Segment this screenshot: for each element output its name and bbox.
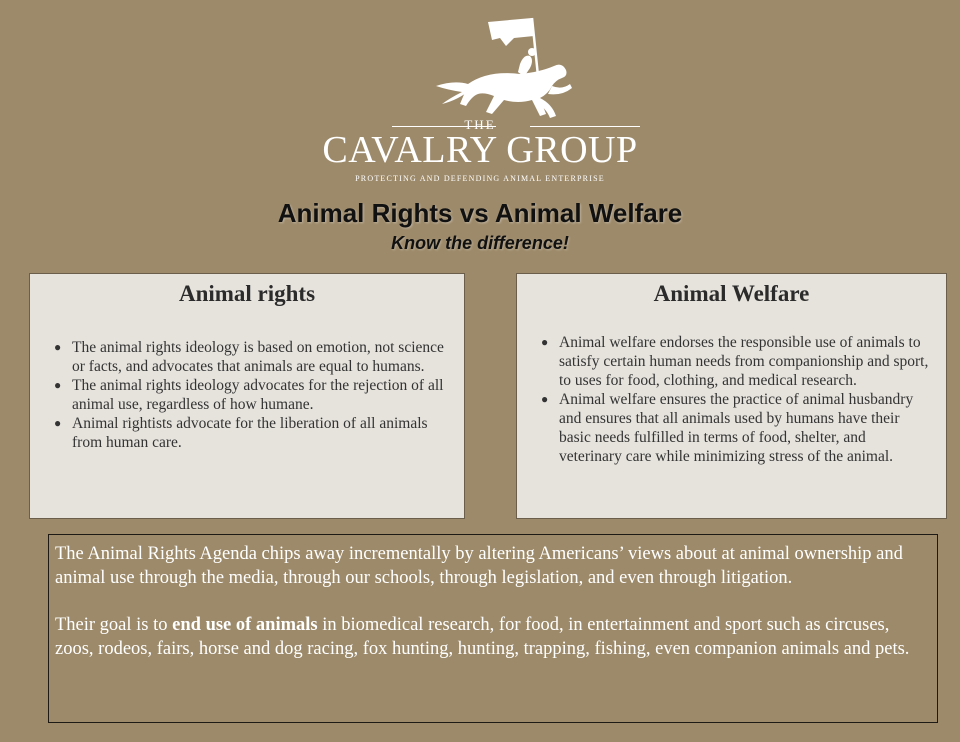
animal-rights-title: Animal rights [178,281,316,306]
agenda-paragraph-1: The Animal Rights Agenda chips away incrementally by altering Americans’ views about at animal ownership and animal use through the media, through our schools, through legislation, and even through litigation. [55,544,903,588]
agenda-box [48,534,938,723]
logo-the: THE [464,117,496,132]
list-item [54,414,450,452]
agenda-paragraph-2-emphasis: end use of animals [172,615,318,635]
animal-welfare-title: Animal Welfare [653,281,810,306]
bullet-icon: ● [54,340,62,354]
list-item [541,390,932,466]
logo-name: CAVALRY GROUP [322,129,638,171]
list-item [54,376,450,414]
page-subtitle: Know the difference! [391,233,569,253]
list-item-text: The animal rights ideology advocates for the rejection of all animal use, regardless of how humane. [72,377,444,413]
list-item-text: Animal welfare endorses the responsible use of animals to satisfy certain human needs from companionship and sport, to uses for food, clothing, and medical research. [559,334,929,389]
animal-rights-list [30,307,464,452]
bullet-icon: ● [541,335,549,349]
bullet-icon: ● [54,416,62,430]
list-item-text: Animal welfare ensures the practice of animal husbandry and ensures that all animals used by humans have their basic needs fulfilled in terms of food, shelter, and veterinary care while minimizing stress of the animal. [559,391,914,465]
animal-welfare-card [516,273,947,519]
agenda-paragraph-2-suffix: in biomedical research, for food, in entertainment and sport such as circuses, zoos, rodeos, fairs, horse and dog racing, fox hunting, hunting, trapping, fishing, even companion animals and pets. [55,615,910,659]
bullet-icon: ● [541,392,549,406]
list-item-text: The animal rights ideology is based on emotion, not science or facts, and advocates that animals are equal to humans. [72,339,444,375]
list-item [541,333,932,390]
page-title: Animal Rights vs Animal Welfare [277,198,683,228]
list-item-text: Animal rightists advocate for the liberation of all animals from human care. [72,415,428,451]
agenda-paragraph-2 [55,613,927,661]
animal-rights-card [29,273,465,519]
bullet-icon: ● [54,378,62,392]
horse-and-rider-with-flag-icon [428,14,578,132]
list-item [54,338,450,376]
logo-tagline: PROTECTING AND DEFENDING ANIMAL ENTERPRISE [355,174,605,183]
agenda-paragraph-2-prefix: Their goal is to [55,615,173,635]
animal-welfare-list [517,307,946,466]
